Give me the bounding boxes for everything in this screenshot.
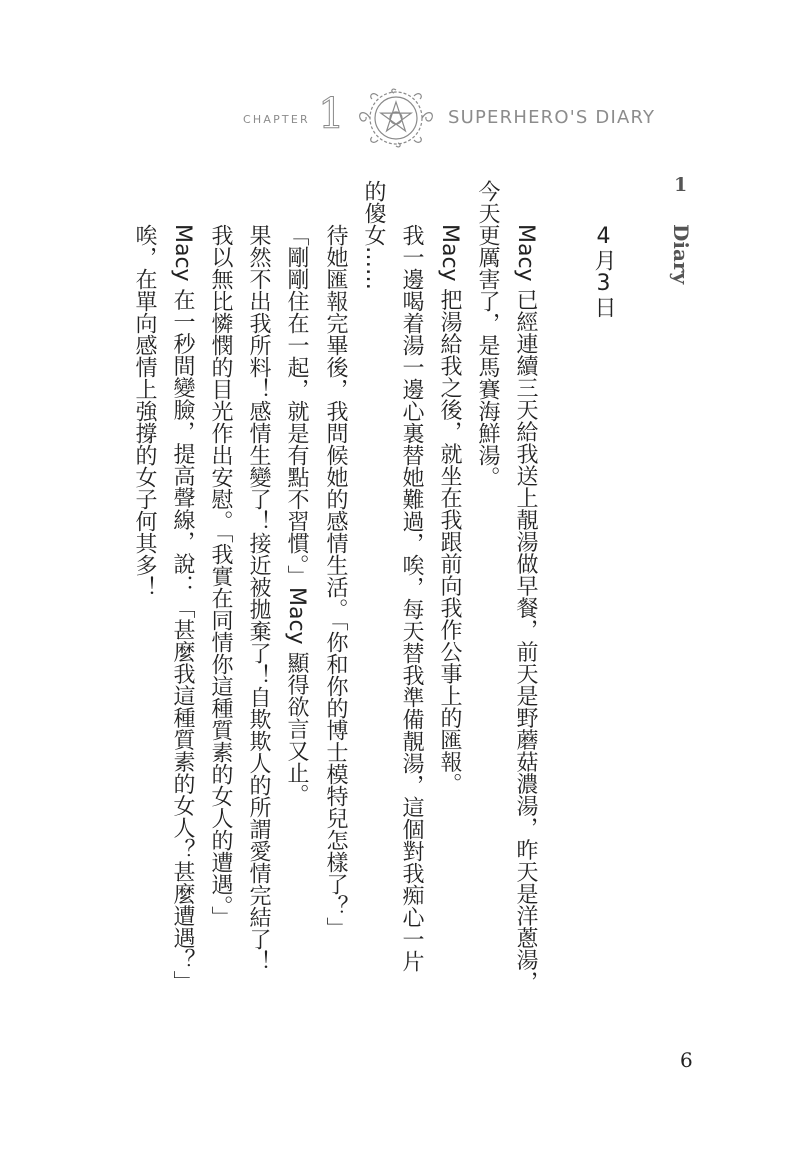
text-column: Macy 已經連續三天給我送上靚湯做早餐，前天是野蘑菇濃湯，昨天是洋蔥湯， [513,224,538,993]
text-column: 我一邊喝着湯一邊心裏替她難過，唉，每天替我準備靚湯，這個對我痴心一片 [399,224,424,972]
text-column: 今天更厲害了，是馬賽海鮮湯。 [475,180,500,488]
entry-date: 4月3日 [591,224,616,318]
chapter-number: 1 [318,89,345,138]
section-number: 1 [674,174,688,196]
ornament-star-emblem-icon [356,87,436,149]
text-column: 唉，在單向感情上強撐的女子何其多！ [132,224,157,598]
section-title: Diary [669,224,693,285]
text-column: 我以無比憐憫的目光作出安慰。「我實在同情你這種質素的女人的遭遇。」 [208,224,233,928]
text-column: 的傻女…… [361,180,386,290]
page-number: 6 [680,1048,693,1072]
text-column: Macy 在一秒間變臉，提高聲線，說：「甚麼我這種質素的女人？甚麼遭遇？」 [170,224,195,993]
book-title: SUPERHERO'S DIARY [448,107,656,128]
chapter-label: CHAPTER [243,113,310,126]
text-column: 果然不出我所料！感情生變了！接近被拋棄了！自欺欺人的所謂愛情完結了！ [246,224,271,972]
text-column: Macy 把湯給我之後，就坐在我跟前向我作公事上的匯報。 [437,224,462,795]
text-column: 待她匯報完畢後，我問候她的感情生活。「你和你的博士模特兒怎樣了？」 [323,224,348,939]
text-column: 「剛剛住在一起，就是有點不習慣。」Macy 顯得欲言又止。 [284,224,309,806]
